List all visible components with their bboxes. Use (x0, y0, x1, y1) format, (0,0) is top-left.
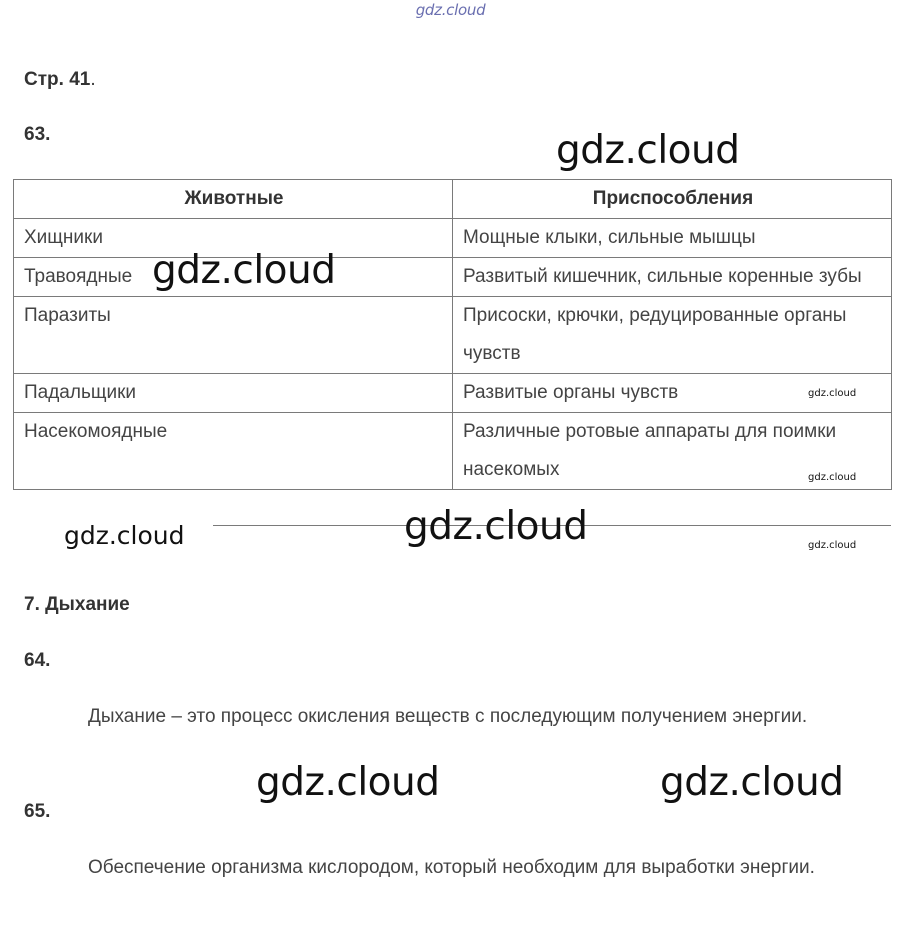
page-reference (24, 69, 96, 91)
table-cell-animal: Травоядные (14, 258, 453, 297)
task-65-answer: Обеспечение организма кислородом, который необходим для выработки энергии. (88, 857, 815, 878)
table-row (14, 258, 892, 297)
watermark: gdz.cloud (152, 248, 336, 293)
table-row (14, 413, 892, 490)
table-row (14, 297, 892, 374)
task-64-answer: Дыхание – это процесс окисления веществ с последующим получением энергии. (88, 706, 808, 727)
section-title: 7. Дыхание (24, 594, 130, 615)
watermark-top: gdz.cloud (415, 1, 486, 19)
column-header-adaptations: Приспособления (453, 180, 892, 219)
table-row (14, 374, 892, 413)
task-64-number: 64. (24, 650, 51, 671)
table-cell-animal: Насекомоядные (14, 413, 453, 490)
task-63-number: 63. (24, 124, 51, 145)
adaptations-table (13, 179, 892, 490)
table-row (14, 219, 892, 258)
column-header-animals: Животные (14, 180, 453, 219)
watermark: gdz.cloud (404, 504, 588, 549)
table-cell-adaptation: Присоски, крючки, редуцированные органы чувств (453, 297, 892, 374)
task-65-number: 65. (24, 801, 51, 822)
watermark-small: gdz.cloud (808, 388, 857, 399)
watermark: gdz.cloud (556, 128, 740, 173)
watermark-small: gdz.cloud (808, 472, 857, 483)
table-cell-animal: Паразиты (14, 297, 453, 374)
table-cell-animal: Хищники (14, 219, 453, 258)
table-header-row (14, 180, 892, 219)
watermark: gdz.cloud (660, 760, 844, 805)
table-cell-adaptation: Мощные клыки, сильные мышцы (453, 219, 892, 258)
table-cell-adaptation: Развитый кишечник, сильные коренные зубы (453, 258, 892, 297)
page-reference-text: Стр. 41 (24, 69, 91, 90)
table-cell-adaptation: Развитые органы чувств (453, 374, 892, 413)
watermark-small: gdz.cloud (808, 540, 857, 551)
table-cell-animal: Падальщики (14, 374, 453, 413)
table-cell-adaptation: Различные ротовые аппараты для поимки насекомых (453, 413, 892, 490)
watermark: gdz.cloud (64, 521, 185, 550)
page-reference-dot: . (90, 69, 96, 90)
watermark: gdz.cloud (256, 760, 440, 805)
